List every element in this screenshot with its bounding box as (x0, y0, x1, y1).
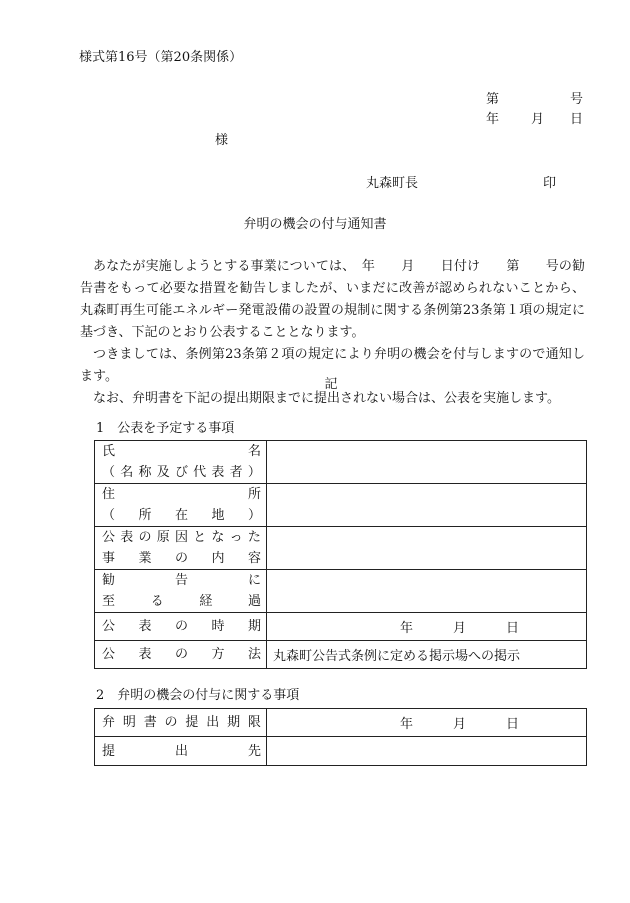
label-char: 過 (247, 594, 261, 609)
row-label-line (102, 527, 261, 548)
row-value[interactable] (267, 527, 587, 570)
label-char: （ (102, 508, 116, 523)
date-unit: 日 (506, 717, 520, 732)
row-label-line (102, 484, 261, 505)
label-char: に (247, 573, 261, 588)
row-label-line (102, 641, 261, 668)
seal-mark: 印 (543, 176, 557, 191)
row-value[interactable] (267, 441, 587, 484)
label-char: 書 (143, 715, 157, 730)
label-char: 明 (122, 715, 136, 730)
addressee-suffix: 様 (215, 133, 229, 148)
label-char: 称 (138, 465, 152, 480)
label-char: と (193, 530, 207, 545)
label-char: 弁 (102, 715, 116, 730)
label-char: 時 (211, 619, 225, 634)
ki-marker: 記 (324, 377, 338, 392)
label-char: 及 (156, 465, 170, 480)
date-unit: 月 (452, 621, 466, 636)
label-char: 方 (211, 647, 225, 662)
table-row (95, 641, 587, 669)
label-char: の (164, 715, 178, 730)
label-char: な (211, 530, 225, 545)
label-char: 名 (120, 465, 134, 480)
date-month: 月 (531, 112, 545, 127)
row-value[interactable]: 丸森町公告式条例に定める掲示場への掲示 (267, 641, 587, 669)
row-label-line (102, 613, 261, 640)
label-char: び (174, 465, 188, 480)
publication-table (94, 440, 587, 669)
row-value[interactable] (267, 709, 587, 737)
number-prefix: 第 (486, 92, 500, 107)
row-value[interactable] (267, 484, 587, 527)
row-label-line (102, 462, 261, 483)
label-char: の (174, 551, 188, 566)
row-value[interactable] (267, 613, 587, 641)
date-fields (273, 617, 586, 636)
table-row (95, 527, 587, 570)
row-label (95, 641, 267, 669)
date-unit: 年 (399, 717, 413, 732)
label-char: る (150, 594, 164, 609)
label-char: 所 (138, 508, 152, 523)
label-char: 内 (211, 551, 225, 566)
label-char: 事 (102, 551, 116, 566)
label-char: っ (229, 530, 243, 545)
label-char: 地 (211, 508, 225, 523)
label-char: 者 (229, 465, 243, 480)
label-char: 勧 (102, 573, 116, 588)
sender: 丸森町長 (366, 176, 419, 191)
date-year: 年 (486, 112, 500, 127)
section1-heading: 1 公表を予定する事項 (96, 421, 235, 436)
label-char: 先 (247, 743, 261, 759)
label-char: の (138, 530, 152, 545)
row-label (95, 484, 267, 527)
row-label (95, 737, 267, 766)
row-label (95, 570, 267, 613)
section2-heading: 2 弁明の機会の付与に関する事項 (96, 688, 300, 703)
label-char: 所 (247, 487, 261, 502)
row-label-line (102, 738, 261, 765)
row-label (95, 613, 267, 641)
label-char: 表 (211, 465, 225, 480)
explanation-table (94, 708, 587, 766)
label-char: 代 (193, 465, 207, 480)
row-label-line (102, 570, 261, 591)
row-value[interactable] (267, 737, 587, 766)
table-row (95, 441, 587, 484)
label-char: の (174, 619, 188, 634)
label-char: 出 (174, 743, 188, 759)
label-char: 提 (102, 743, 116, 759)
label-char: 提 (185, 715, 199, 730)
body-paragraph-2: つきましては、条例第23条第２項の規定により弁明の機会を付与しますので通知します。 (80, 347, 585, 384)
body-paragraph-1: あなたが実施しようとする事業については、 年 月 日付け 第 号の勧告書をもって必要な措置を勧告しましたが、いまだに改善が認められないことから、丸森町再生可能エネルギー発電設備の設置の規制に関する条例第23条第１項の規定に基づき、下記のとおり公表することとなります。 (80, 259, 585, 340)
label-char: ） (247, 508, 261, 523)
label-char: 名 (247, 444, 261, 459)
document-title: 弁明の機会の付与通知書 (243, 217, 387, 232)
row-label-line (102, 709, 261, 736)
table-row (95, 484, 587, 527)
label-char: 期 (227, 715, 241, 730)
label-char: 限 (247, 715, 261, 730)
date-unit: 日 (506, 621, 520, 636)
label-char: ） (247, 465, 261, 480)
form-number: 様式第16号（第20条関係） (79, 50, 243, 65)
label-char: （ (102, 465, 116, 480)
label-char: た (247, 530, 261, 545)
row-label-line (102, 505, 261, 526)
label-char: 公 (102, 530, 116, 545)
date-fields (273, 713, 586, 732)
date-day: 日 (570, 112, 584, 127)
date-unit: 月 (452, 717, 466, 732)
row-label (95, 709, 267, 737)
date-unit: 年 (399, 621, 413, 636)
row-label-line (102, 548, 261, 569)
label-char: 公 (102, 647, 116, 662)
label-char: 住 (102, 487, 116, 502)
label-char: 容 (247, 551, 261, 566)
label-char: 氏 (102, 444, 116, 459)
label-char: 原 (156, 530, 170, 545)
row-label (95, 441, 267, 484)
number-suffix: 号 (570, 92, 584, 107)
label-char: 法 (247, 647, 261, 662)
label-char: 出 (206, 715, 220, 730)
label-char: 因 (174, 530, 188, 545)
label-char: 至 (102, 594, 116, 609)
row-label (95, 527, 267, 570)
label-char: 期 (247, 619, 261, 634)
table-row (95, 570, 587, 613)
table-row (95, 709, 587, 737)
label-char: 告 (174, 573, 188, 588)
table-row (95, 613, 587, 641)
label-char: 経 (199, 594, 213, 609)
label-char: 表 (138, 647, 152, 662)
label-char: 在 (174, 508, 188, 523)
label-char: 表 (120, 530, 134, 545)
label-char: 公 (102, 619, 116, 634)
label-char: 業 (138, 551, 152, 566)
label-char: 表 (138, 619, 152, 634)
label-char: の (174, 647, 188, 662)
body-paragraph-3: なお、弁明書を下記の提出期限までに提出されない場合は、公表を実施します。 (93, 391, 560, 406)
row-label-line (102, 441, 261, 462)
row-value[interactable] (267, 570, 587, 613)
table-row (95, 737, 587, 766)
row-label-line (102, 591, 261, 612)
